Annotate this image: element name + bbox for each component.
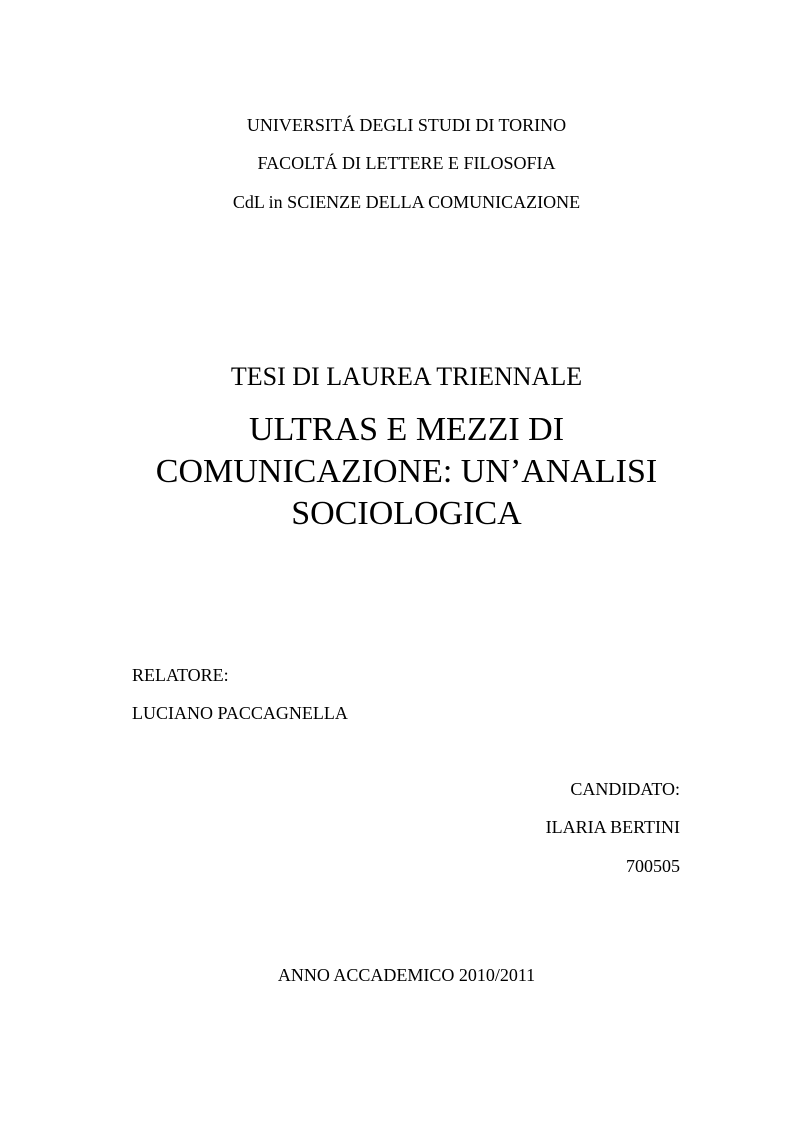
supervisor-name: LUCIANO PACCAGNELLA [132, 703, 348, 723]
degree-course: CdL in SCIENZE DELLA COMUNICAZIONE [232, 192, 581, 212]
supervisor-label: RELATORE: [132, 665, 229, 685]
faculty-name: FACOLTÁ DI LETTERE E FILOSOFIA [257, 153, 556, 173]
candidate-label: CANDIDATO: [570, 779, 680, 799]
university-name: UNIVERSITÁ DEGLI STUDI DI TORINO [246, 115, 567, 135]
thesis-title-line-2: COMUNICAZIONE: UN’ANALISI [155, 453, 658, 490]
candidate-student-id: 700505 [626, 856, 680, 876]
thesis-type: TESI DI LAUREA TRIENNALE [230, 362, 583, 391]
thesis-title-line-3: SOCIOLOGICA [291, 495, 522, 532]
thesis-title-line-1: ULTRAS E MEZZI DI [248, 411, 565, 448]
academic-year: ANNO ACCADEMICO 2010/2011 [277, 965, 536, 985]
candidate-name: ILARIA BERTINI [545, 817, 680, 837]
